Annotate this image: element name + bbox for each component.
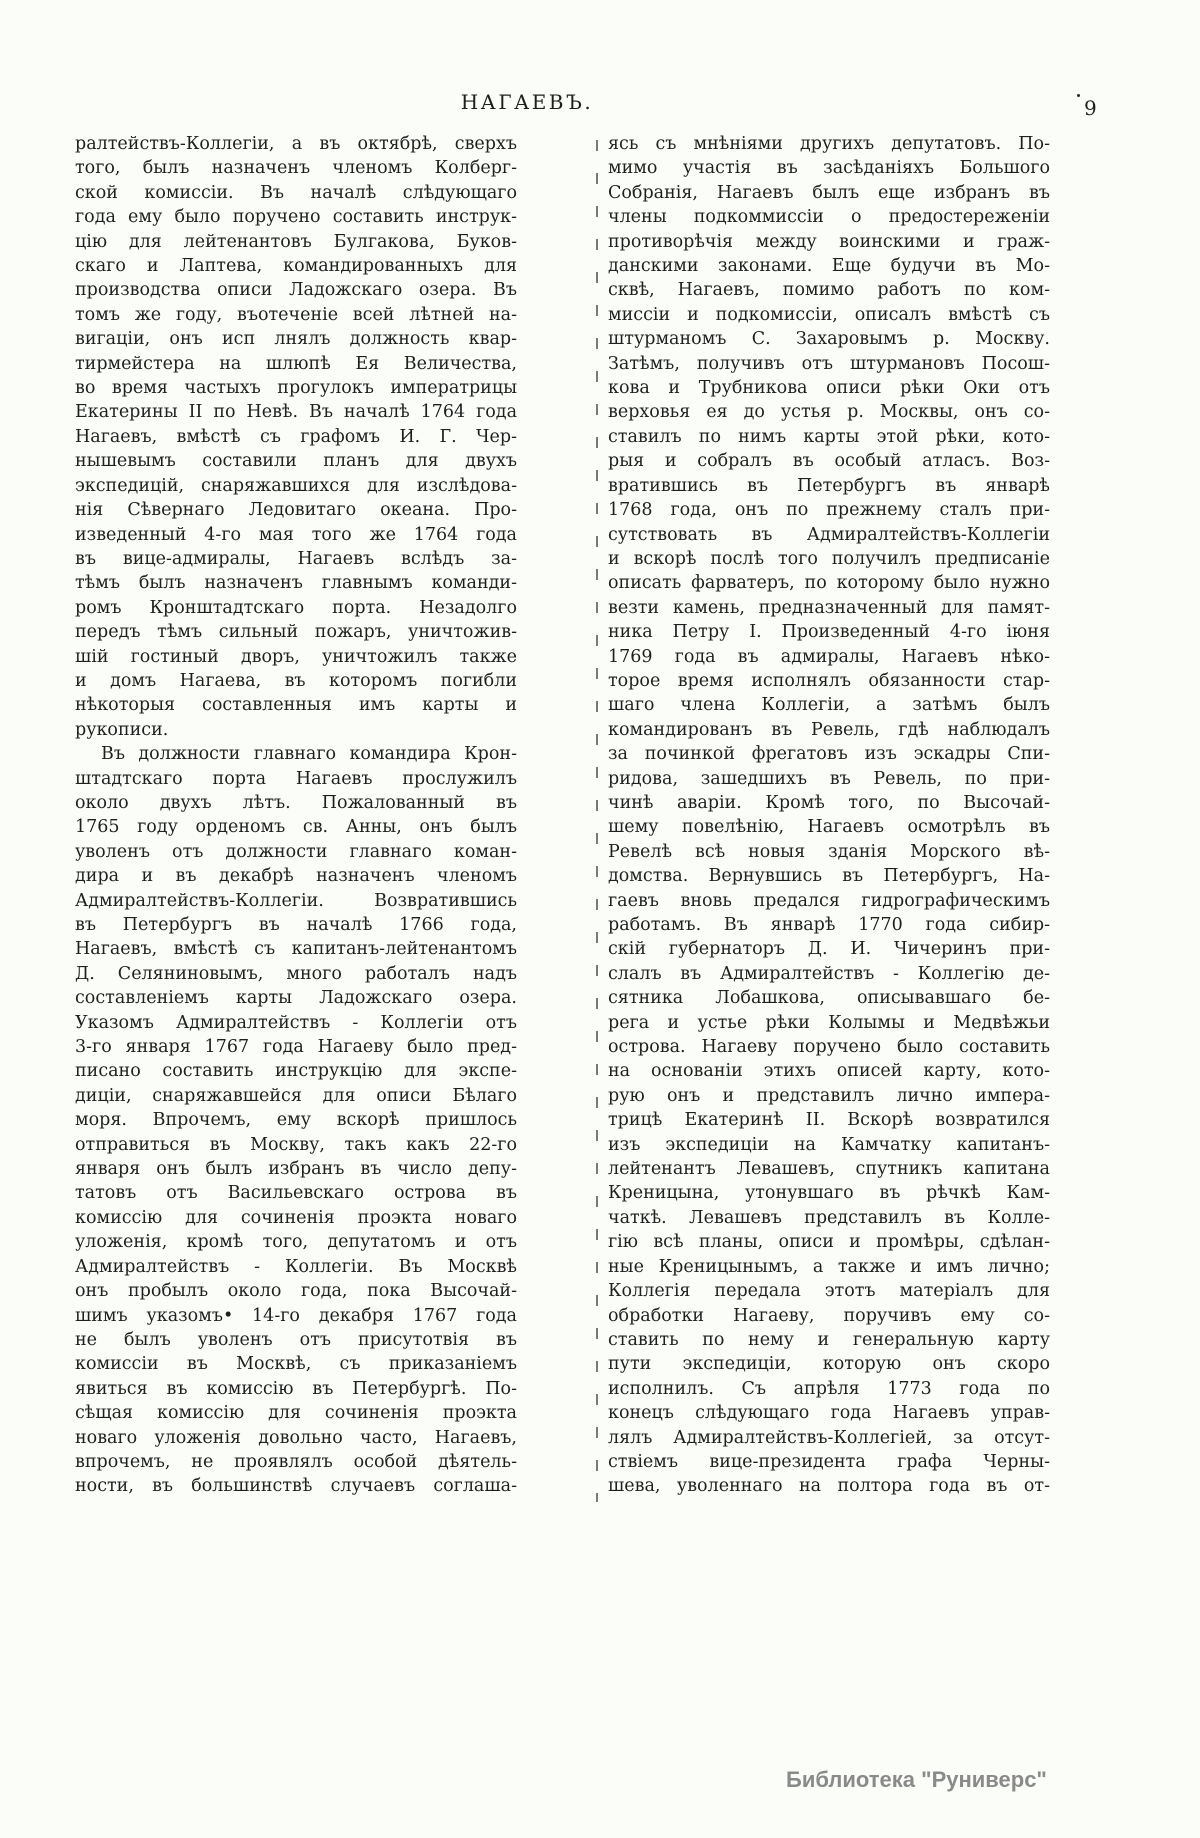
text-line: января онъ былъ избранъ въ число депу- (75, 1159, 517, 1180)
text-line: сѣщая комиссію для сочиненія проэкта (75, 1403, 517, 1424)
text-line: везти камень, предназначенный для памят- (608, 597, 1050, 618)
text-line: татовъ отъ Васильевскаго острова въ (75, 1183, 517, 1204)
text-line: уложенія, кромѣ того, депутатомъ и отъ (75, 1232, 517, 1253)
text-line: ясь съ мнѣніями другихъ депутатовъ. По- (608, 134, 1050, 154)
text-line: острова. Нагаеву поручено было составить (608, 1037, 1050, 1058)
text-line: ской комиссіи. Въ началѣ слѣдующаго (75, 182, 517, 203)
text-line: данскими законами. Еще будучи въ Мо- (608, 256, 1050, 277)
running-title: НАГАЕВЪ. (460, 90, 594, 114)
text-line: Коллегія передала этотъ матеріалъ для (608, 1281, 1050, 1302)
text-line: кова и Трубникова описи рѣки Оки отъ (608, 378, 1050, 399)
text-line: тирмейстера на шлюпѣ Ея Величества, (75, 353, 517, 374)
text-line: ридова, зашедшихъ въ Ревель, по при- (608, 768, 1050, 789)
text-line: нія Сѣвернаго Ледовитаго океана. Про- (75, 500, 517, 521)
text-line: ности, въ большинствѣ случаевъ соглаша- (75, 1476, 517, 1497)
text-line: слалъ въ Адмиралтействъ - Коллегію де- (608, 963, 1050, 984)
text-line: сутствовать въ Адмиралтействъ-Коллегіи (608, 524, 1050, 545)
text-line: чаткѣ. Левашевъ представилъ въ Колле- (608, 1207, 1050, 1228)
text-line: лялъ Адмиралтействъ-Коллегіей, за отсут- (608, 1427, 1050, 1448)
text-line: Собранія, Нагаевъ былъ еще избранъ въ (608, 182, 1050, 203)
text-line: рукописи. (75, 719, 169, 740)
text-line: сквѣ, Нагаевъ, помимо работъ по ком- (608, 280, 1050, 301)
text-line: гаевъ вновь предался гидрографическимъ (608, 890, 1050, 911)
text-line: дира и въ декабрѣ назначенъ членомъ (75, 866, 517, 887)
text-line: и вскорѣ послѣ того получилъ предписаніе (608, 548, 1050, 569)
text-line: сятника Лобашкова, описывавшаго бе- (608, 988, 1050, 1009)
text-line: томъ же году, въотеченіе всей лѣтней на- (75, 304, 517, 325)
text-line: Нагаевъ, вмѣстѣ съ графомъ И. Г. Чер- (75, 426, 517, 447)
text-line: ставить по нему и генеральную карту (608, 1329, 1050, 1350)
text-line: миссіи и подкомиссіи, описалъ вмѣстѣ съ (608, 304, 1050, 325)
text-line: пути экспедиціи, которую онъ скоро (608, 1354, 1050, 1375)
text-line: противорѣчія между воинскими и граж- (608, 231, 1050, 252)
text-line: скій губернаторъ Д. И. Чичеринъ при- (608, 939, 1050, 960)
text-line: 1769 года въ адмиралы, Нагаевъ нѣко- (608, 646, 1050, 667)
page-number: 9 (1084, 96, 1097, 120)
text-line: работамъ. Въ январѣ 1770 года сибир- (608, 915, 1050, 935)
text-line: шаго члена Коллегіи, а затѣмъ былъ (608, 695, 1050, 716)
text-line: диціи, снаряжавшейся для описи Бѣлаго (75, 1085, 517, 1106)
text-line: ромъ Кронштадтскаго порта. Незадолго (75, 597, 517, 618)
text-line: скаго и Лаптева, командированныхъ для (75, 256, 517, 277)
text-line: составленіемъ карты Ладожскаго озера. (75, 988, 517, 1009)
text-line: ралтействъ-Коллегіи, а въ октябрѣ, сверхъ (75, 134, 517, 154)
text-line: на основаніи этихъ описей карту, кото- (608, 1061, 1050, 1082)
text-line: Указомъ Адмиралтействъ - Коллегіи отъ (75, 1012, 517, 1033)
text-line: передъ тѣмъ сильный пожаръ, уничтожив- (75, 622, 517, 643)
text-line: и домъ Нагаева, въ которомъ погибли (75, 670, 517, 691)
text-line: ставилъ по нимъ карты этой рѣки, кото- (608, 426, 1050, 447)
text-line: явиться въ комиссію въ Петербургѣ. По- (75, 1378, 517, 1399)
text-line: Адмиралтействъ-Коллегіи. Возвратившись (75, 890, 517, 911)
right-text-column (608, 132, 1050, 1499)
text-line: шему повелѣнію, Нагаевъ осмотрѣлъ въ (608, 817, 1050, 838)
text-line: мимо участія въ засѣданіяхъ Большого (608, 158, 1050, 179)
text-line: въ Петербургъ въ началѣ 1766 года, (75, 915, 517, 935)
text-line: шева, уволеннаго на полтора года въ от- (608, 1476, 1050, 1497)
text-line: шій гостиный дворъ, уничтожилъ также (75, 646, 517, 667)
text-line: изведенный 4-го мая того же 1764 года (75, 524, 517, 545)
text-line: новаго уложенія довольно часто, Нагаевъ, (75, 1427, 517, 1448)
text-line: Затѣмъ, получивъ отъ штурмановъ Посош- (608, 353, 1050, 374)
text-line: отправиться въ Москву, такъ какъ 22-го (75, 1134, 517, 1155)
text-line: уволенъ отъ должности главнаго коман- (75, 841, 517, 862)
text-line: года ему было поручено составить инструк- (75, 207, 517, 228)
left-text-column (75, 132, 517, 1499)
text-line: писано составить инструкцію для экспе- (75, 1061, 517, 1082)
text-line: во время частыхъ прогулокъ императрицы (75, 378, 517, 399)
text-line: обработки Нагаеву, поручивъ ему со- (608, 1305, 1050, 1326)
text-line: штурманомъ С. Захаровымъ р. Москву. (608, 329, 1050, 350)
text-line: лейтенантъ Левашевъ, спутникъ капитана (608, 1159, 1050, 1180)
text-line: ные Креницынымъ, а также и имъ лично; (608, 1256, 1050, 1277)
text-line: конецъ слѣдующаго года Нагаевъ управ- (608, 1403, 1050, 1424)
text-line: рега и устье рѣки Колымы и Медвѣжьи (608, 1012, 1050, 1033)
text-line: производства описи Ладожскаго озера. Въ (75, 280, 517, 301)
text-line: трицѣ Екатеринѣ II. Вскорѣ возвратился (608, 1110, 1050, 1131)
text-line: онъ пробылъ около года, пока Высочай- (75, 1281, 517, 1302)
text-line: верховья ея до устья р. Москвы, онъ со- (608, 402, 1050, 423)
text-line: за починкой фрегатовъ изъ эскадры Спи- (608, 744, 1050, 765)
text-line: тѣмъ былъ назначенъ главнымъ команди- (75, 573, 517, 594)
text-line: вратившись въ Петербургъ въ январѣ (608, 475, 1050, 496)
text-line: 1768 года, онъ по прежнему сталъ при- (608, 500, 1050, 521)
text-line: изъ экспедиціи на Камчатку капитанъ- (608, 1134, 1050, 1155)
text-line: 3-го января 1767 года Нагаеву было пред- (75, 1037, 517, 1058)
text-line: Екатерины II по Невѣ. Въ началѣ 1764 года (75, 402, 517, 423)
text-line: торое время исполнялъ обязанности стар- (608, 670, 1050, 691)
text-line: комиссію для сочиненія проэкта новаго (75, 1207, 517, 1228)
text-line: описать фарватеръ, по которому было нужно (608, 573, 1050, 594)
text-line: цію для лейтенантовъ Булгакова, Буков- (75, 231, 517, 252)
text-line: чинѣ аваріи. Кромѣ того, по Высочай- (608, 792, 1050, 813)
text-line: рую онъ и представилъ лично импера- (608, 1085, 1050, 1106)
text-line: комиссіи въ Москвѣ, съ приказаніемъ (75, 1354, 517, 1375)
text-line: Адмиралтействъ - Коллегіи. Въ Москвѣ (75, 1256, 517, 1277)
column-divider-rule (596, 140, 598, 1502)
text-line: Въ должности главнаго командира Крон- (101, 744, 517, 765)
text-line: ствіемъ вице-президента графа Черны- (608, 1451, 1050, 1472)
text-line: въ вице-адмиралы, Нагаевъ вслѣдъ за- (75, 548, 517, 569)
text-line: Креницына, утонувшаго въ рѣчкѣ Кам- (608, 1183, 1050, 1204)
text-line: рыя и собралъ въ особый атласъ. Воз- (608, 451, 1050, 472)
text-line: исполнилъ. Съ апрѣля 1773 года по (608, 1378, 1050, 1399)
text-line: того, былъ назначенъ членомъ Колберг- (75, 158, 517, 179)
text-line: домства. Вернувшись въ Петербургъ, На- (608, 866, 1050, 887)
text-line: шимъ указомъ• 14-го декабря 1767 года (75, 1305, 517, 1326)
text-line: нышевымъ составили планъ для двухъ (75, 451, 517, 472)
text-line: гію всѣ планы, описи и промѣры, сдѣлан- (608, 1232, 1050, 1253)
text-line: Нагаевъ, вмѣстѣ съ капитанъ-лейтенантомъ (75, 939, 517, 960)
library-watermark: Библиотека "Руниверс" (786, 1767, 1047, 1792)
text-line: нѣкоторыя составленныя имъ карты и (75, 695, 517, 716)
text-line: Ревелѣ всѣ новыя зданія Морского вѣ- (608, 841, 1050, 862)
text-line: моря. Впрочемъ, ему вскорѣ пришлось (75, 1110, 517, 1131)
text-line: командированъ въ Ревель, гдѣ наблюдалъ (608, 719, 1050, 740)
text-line: 1765 году орденомъ св. Анны, онъ былъ (75, 817, 517, 838)
text-line: ника Петру I. Произведенный 4-го іюня (608, 622, 1050, 643)
text-line: члены подкоммиссіи о предостереженіи (608, 207, 1050, 228)
text-line: впрочемъ, не проявлялъ особой дѣятель- (75, 1451, 517, 1472)
text-line: экспедицій, снаряжавшихся для изслѣдова- (75, 475, 517, 496)
text-line: штадтскаго порта Нагаевъ прослужилъ (75, 768, 517, 789)
text-line: около двухъ лѣтъ. Пожалованный въ (75, 792, 517, 813)
text-line: не былъ уволенъ отъ присутотвія въ (75, 1329, 517, 1350)
text-line: вигаціи, онъ исп лнялъ должность квар- (75, 329, 517, 350)
text-line: Д. Селяниновымъ, много работалъ надъ (75, 963, 517, 984)
